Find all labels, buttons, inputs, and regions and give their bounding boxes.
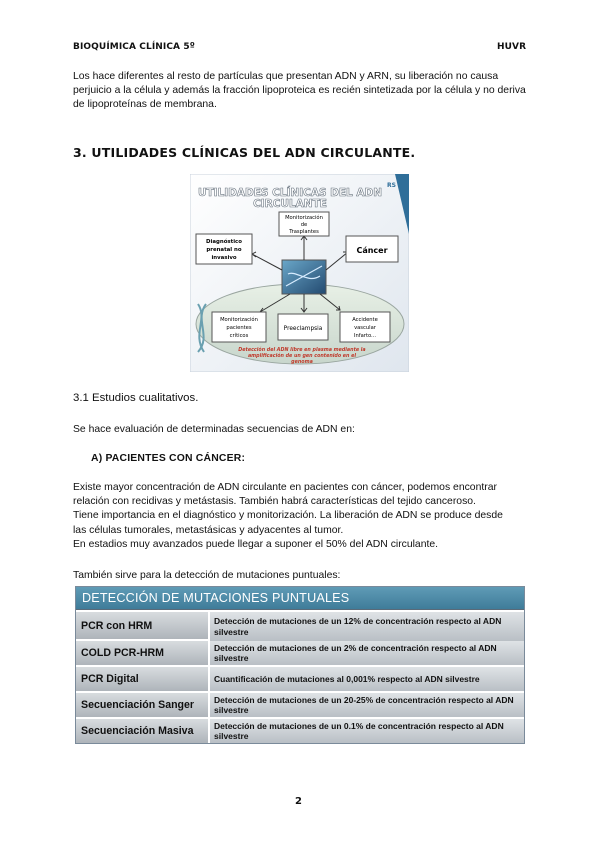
table-cell-method: PCR Digital <box>76 667 210 691</box>
page-number: 2 <box>295 796 302 807</box>
table-row <box>76 665 524 691</box>
table-cell-description: Detección de mutaciones de un 20-25% de concentración respecto al ADN silvestre <box>210 693 524 717</box>
cancer-line: Tiene importancia en el diagnóstico y monitorización. La liberación de ADN se produce desde <box>73 510 503 522</box>
box-left-line1: Diagnóstico <box>206 239 242 245</box>
section-heading: 3. UTILIDADES CLÍNICAS DEL ADN CIRCULANTE. <box>73 145 416 160</box>
box-preeclampsia-label: Preeclampsia <box>283 326 323 332</box>
subheading-cancer-patients: A) PACIENTES CON CÁNCER: <box>91 453 246 464</box>
table-cell-method: PCR con HRM <box>76 612 210 639</box>
table-cell-method: COLD PCR-HRM <box>76 641 210 665</box>
box-top-line1: Monitorización <box>285 215 323 221</box>
table-row <box>76 717 524 743</box>
mutation-detection-table <box>75 586 525 744</box>
table-cell-method: Secuenciación Masiva <box>76 719 210 743</box>
box-vascular-line1: Accidente <box>352 317 378 323</box>
cancer-line: relación con recidivas y metástasis. También habrá características del tejido canceroso. <box>73 496 476 508</box>
table-cell-description: Detección de mutaciones de un 0.1% de concentración respecto al ADN silvestre <box>210 719 524 743</box>
table-row <box>76 691 524 717</box>
figure-caption-line1: Detección del ADN libre en plasma mediante la <box>238 348 366 353</box>
box-critical-line2: pacientes <box>226 325 252 331</box>
figure-logo: RS <box>387 182 396 189</box>
figure-title-line2: CIRCULANTE <box>253 198 327 210</box>
cancer-paragraph <box>73 481 543 552</box>
figure-title-line1: UTILIDADES CLÍNICAS DEL ADN <box>197 187 383 199</box>
box-left-line3: invasivo <box>211 255 237 261</box>
cancer-line: Existe mayor concentración de ADN circulante en pacientes con cáncer, podemos encontrar <box>73 482 497 493</box>
box-critical-line1: Monitorización <box>220 317 258 323</box>
table-cell-description: Detección de mutaciones de un 2% de concentración respecto al ADN silvestre <box>210 641 524 665</box>
mutation-intro: También sirve para la detección de mutaciones puntuales: <box>73 570 341 581</box>
figure-caption-line3: genoma <box>291 360 313 365</box>
box-vascular-line2: vascular <box>354 325 376 331</box>
cancer-line: las células tumorales, metastásicas y adyacentes al tumor. <box>73 524 344 536</box>
figure-caption-line2: amplificación de un gen contenido en el <box>247 354 357 359</box>
clinical-uses-figure <box>190 174 409 372</box>
box-critical-line3: críticos <box>229 333 249 339</box>
table-cell-description: Detección de mutaciones de un 12% de concentración respecto al ADN silvestre <box>210 612 524 641</box>
table-cell-description: Cuantificación de mutaciones al 0,001% respecto al ADN silvestre <box>210 667 524 691</box>
table-row <box>76 610 524 639</box>
table-title: DETECCIÓN DE MUTACIONES PUNTUALES <box>76 587 524 610</box>
box-left-line2: prenatal no <box>206 247 242 253</box>
table-row <box>76 639 524 665</box>
table-cell-method: Secuenciación Sanger <box>76 693 210 717</box>
box-right-label: Cáncer <box>356 246 388 255</box>
evaluation-paragraph: Se hace evaluación de determinadas secuencias de ADN en: <box>73 424 355 435</box>
intro-paragraph: Los hace diferentes al resto de partículas que presentan ADN y ARN, su liberación no causa perjuicio a la célula y además la fracción lipoproteica es recién sintetizada por la célula y no deriva de lipoproteínas de membrana. <box>73 71 526 111</box>
header-hospital: HUVR <box>497 42 527 52</box>
subsection-qualitative: 3.1 Estudios cualitativos. <box>73 392 199 404</box>
box-vascular-line3: Infarto... <box>353 333 377 339</box>
header-course-title: BIOQUÍMICA CLÍNICA 5º <box>73 42 195 52</box>
cancer-line: En estadios muy avanzados puede llegar a suponer el 50% del ADN circulante. <box>73 538 439 550</box>
box-top-line3: Trasplantes <box>289 229 319 235</box>
box-top-line2: de <box>300 222 308 228</box>
